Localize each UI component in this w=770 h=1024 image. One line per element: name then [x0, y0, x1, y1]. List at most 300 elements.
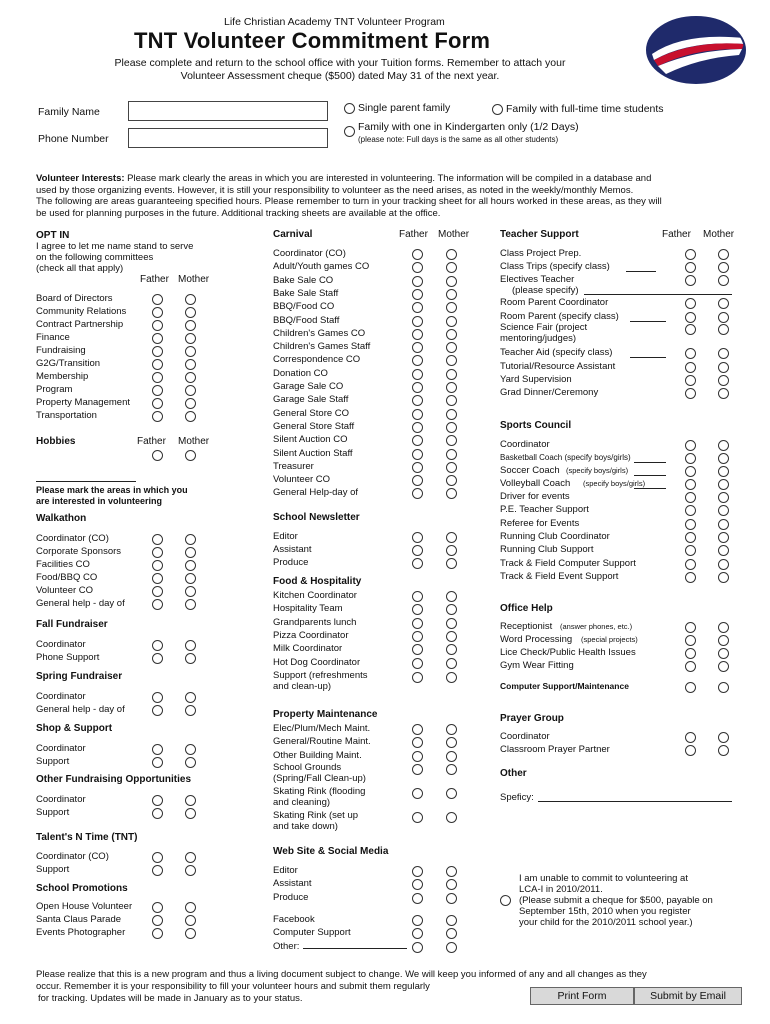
food-2-mother-radio[interactable]	[446, 618, 457, 629]
carnival-item: Silent Auction CO	[273, 434, 348, 446]
sports-4-father-radio[interactable]	[685, 545, 696, 556]
newsletter-0-mother-radio[interactable]	[446, 532, 457, 543]
tutorial-mother-radio[interactable]	[718, 362, 729, 373]
walkathon-3-father-radio[interactable]	[152, 573, 163, 584]
carnival-11-father-radio[interactable]	[412, 395, 423, 406]
committee-1-mother-radio[interactable]	[185, 307, 196, 318]
carnival-15-father-radio[interactable]	[412, 449, 423, 460]
web2-1-mother-radio[interactable]	[446, 928, 457, 939]
phone-label: Phone Number	[38, 133, 109, 145]
carnival-10-mother-radio[interactable]	[446, 382, 457, 393]
other-fundraising-title: Other Fundraising Opportunities	[36, 774, 191, 785]
teacher-1-mother-radio[interactable]	[718, 262, 729, 273]
family-name-field[interactable]	[128, 101, 328, 121]
carnival-0-mother-radio[interactable]	[446, 249, 457, 260]
food-4-mother-radio[interactable]	[446, 644, 457, 655]
promo-1-mother-radio[interactable]	[185, 915, 196, 926]
committee-2-father-radio[interactable]	[152, 320, 163, 331]
teacher-aid-father-radio[interactable]	[685, 348, 696, 359]
program-name: Life Christian Academy TNT Volunteer Program	[224, 16, 445, 28]
other-fund-1-mother-radio[interactable]	[185, 808, 196, 819]
carnival-18-mother-radio[interactable]	[446, 488, 457, 499]
carnival-6-mother-radio[interactable]	[446, 329, 457, 340]
interests-line-1: Please mark clearly the areas in which you are interested in volunteering. The information will be compiled in a database and	[124, 173, 652, 184]
tnt-0-mother-radio[interactable]	[185, 852, 196, 863]
committee-8-mother-radio[interactable]	[185, 398, 196, 409]
blank-line[interactable]	[634, 488, 666, 489]
web2-0-mother-radio[interactable]	[446, 915, 457, 926]
science-fair-father-radio[interactable]	[685, 324, 696, 335]
sports-2-father-radio[interactable]	[685, 519, 696, 530]
skating-setup-mother-radio[interactable]	[446, 812, 457, 823]
tnt-1-mother-radio[interactable]	[185, 865, 196, 876]
hobbies-mother-radio[interactable]	[185, 450, 196, 461]
teacher-0-father-radio[interactable]	[685, 249, 696, 260]
fall-fundraiser-title: Fall Fundraiser	[36, 619, 108, 630]
tnt-title: Talent's N Time (TNT)	[36, 832, 138, 843]
food-support-mother-radio[interactable]	[446, 672, 457, 683]
shop-1-father-radio[interactable]	[152, 757, 163, 768]
sports-item: Referee for Events	[500, 517, 580, 529]
fall-item: Phone Support	[36, 652, 100, 663]
receptionist-father-radio[interactable]	[685, 622, 696, 633]
grad-father-radio[interactable]	[685, 388, 696, 399]
print-form-button[interactable]: Print Form	[530, 987, 634, 1005]
food-item: Pizza Coordinator	[273, 629, 349, 641]
single-parent-radio[interactable]	[344, 103, 355, 114]
committee-3-mother-radio[interactable]	[185, 333, 196, 344]
carnival-13-father-radio[interactable]	[412, 422, 423, 433]
web2-0-father-radio[interactable]	[412, 915, 423, 926]
carnival-2-father-radio[interactable]	[412, 276, 423, 287]
newsletter-1-father-radio[interactable]	[412, 545, 423, 556]
word-processing-note: (special projects)	[581, 635, 638, 644]
walkathon-3-mother-radio[interactable]	[185, 573, 196, 584]
walkathon-1-mother-radio[interactable]	[185, 547, 196, 558]
receptionist-mother-radio[interactable]	[718, 622, 729, 633]
food-0-father-radio[interactable]	[412, 591, 423, 602]
committee-2-mother-radio[interactable]	[185, 320, 196, 331]
skating-setup-father-radio[interactable]	[412, 812, 423, 823]
shop-support-title: Shop & Support	[36, 723, 113, 734]
teacher-1-father-radio[interactable]	[685, 262, 696, 273]
soccer-father-radio[interactable]	[685, 466, 696, 477]
sports-1-mother-radio[interactable]	[718, 505, 729, 516]
fall-0-mother-radio[interactable]	[185, 640, 196, 651]
spring-fundraiser-title: Spring Fundraiser	[36, 671, 123, 682]
carnival-0-father-radio[interactable]	[412, 249, 423, 260]
skating-item: and cleaning)	[273, 797, 331, 808]
unable-commit-text: your child for the 2010/2011 school year.)	[519, 917, 693, 928]
newsletter-2-father-radio[interactable]	[412, 558, 423, 569]
food-support-item: and clean-up)	[273, 681, 332, 692]
interests-line-4: be used for planning purposes in the future. Additional tracking sheets are available at the office.	[36, 207, 441, 219]
carnival-item: Treasurer	[273, 460, 314, 472]
prayer-1-father-radio[interactable]	[685, 745, 696, 756]
blank-line[interactable]	[630, 357, 666, 358]
volleyball-father-radio[interactable]	[685, 479, 696, 490]
unable-commit-text: (Please submit a cheque for $500, payable on	[519, 895, 713, 906]
food-0-mother-radio[interactable]	[446, 591, 457, 602]
phone-field[interactable]	[128, 128, 328, 148]
food-1-mother-radio[interactable]	[446, 604, 457, 615]
property-1-mother-radio[interactable]	[446, 737, 457, 748]
committee-0-father-radio[interactable]	[152, 294, 163, 305]
carnival-18-father-radio[interactable]	[412, 488, 423, 499]
committee-item: Transportation	[36, 410, 97, 421]
skating-item: Skating Rink (set up	[273, 810, 359, 821]
property-item: Other Building Maint.	[273, 749, 362, 761]
newsletter-2-mother-radio[interactable]	[446, 558, 457, 569]
hobbies-note: Please mark the areas in which you	[36, 485, 188, 495]
newsletter-1-mother-radio[interactable]	[446, 545, 457, 556]
web-item: Produce	[273, 891, 309, 903]
sports-0-mother-radio[interactable]	[718, 492, 729, 503]
committee-6-mother-radio[interactable]	[185, 372, 196, 383]
carnival-item: BBQ/Food Staff	[273, 314, 340, 326]
carnival-10-father-radio[interactable]	[412, 382, 423, 393]
teacher-aid-mother-radio[interactable]	[718, 348, 729, 359]
sports-item: Coordinator	[500, 439, 550, 450]
carnival-item: Coordinator (CO)	[273, 248, 346, 259]
sports-5-father-radio[interactable]	[685, 559, 696, 570]
carnival-1-mother-radio[interactable]	[446, 262, 457, 273]
shop-0-father-radio[interactable]	[152, 744, 163, 755]
walkathon-item: General help - day of	[36, 598, 125, 609]
walkathon-4-father-radio[interactable]	[152, 586, 163, 597]
promo-1-father-radio[interactable]	[152, 915, 163, 926]
unable-commit-text: I am unable to commit to volunteering at	[519, 873, 688, 884]
prayer-group-title: Prayer Group	[500, 713, 564, 724]
food-1-father-radio[interactable]	[412, 604, 423, 615]
carnival-1-father-radio[interactable]	[412, 262, 423, 273]
carnival-item: General Help-day of	[273, 487, 359, 499]
teacher2-0-father-radio[interactable]	[685, 298, 696, 309]
web-2-father-radio[interactable]	[412, 893, 423, 904]
grounds-father-radio[interactable]	[412, 764, 423, 775]
tutorial-father-radio[interactable]	[685, 362, 696, 373]
web-1-mother-radio[interactable]	[446, 879, 457, 890]
prayer-0-father-radio[interactable]	[685, 732, 696, 743]
word-processing-father-radio[interactable]	[685, 635, 696, 646]
committee-6-father-radio[interactable]	[152, 372, 163, 383]
teacher-item: Class Trips (specify class)	[500, 261, 610, 272]
teacher-item: Electives Teacher	[500, 274, 575, 285]
intro-line-1: Please complete and return to the school office with your Tuition forms. Remember to attach your	[114, 57, 566, 69]
property-0-father-radio[interactable]	[412, 724, 423, 735]
sports-6-father-radio[interactable]	[685, 572, 696, 583]
sports-1-father-radio[interactable]	[685, 505, 696, 516]
blank-line[interactable]	[634, 475, 666, 476]
carnival-17-mother-radio[interactable]	[446, 475, 457, 486]
grounds-item: School Grounds	[273, 762, 342, 773]
unable-commit-text: LCA-I in 2010/2011.	[519, 884, 603, 895]
spring-0-father-radio[interactable]	[152, 692, 163, 703]
newsletter-0-father-radio[interactable]	[412, 532, 423, 543]
optin-desc: I agree to let me name stand to serve	[36, 241, 194, 252]
teacher-0-mother-radio[interactable]	[718, 249, 729, 260]
electives-blank[interactable]	[584, 294, 732, 295]
promo-0-mother-radio[interactable]	[185, 902, 196, 913]
tnt-item: Coordinator (CO)	[36, 851, 109, 862]
lice-mother-radio[interactable]	[718, 648, 729, 659]
teacher-2-father-radio[interactable]	[685, 275, 696, 286]
mother-header: Mother	[438, 229, 470, 240]
skating-flood-mother-radio[interactable]	[446, 788, 457, 799]
committee-3-father-radio[interactable]	[152, 333, 163, 344]
hobbies-father-radio[interactable]	[152, 450, 163, 461]
committee-9-father-radio[interactable]	[152, 411, 163, 422]
receptionist-item: Receptionist	[500, 621, 553, 632]
committee-1-father-radio[interactable]	[152, 307, 163, 318]
committee-9-mother-radio[interactable]	[185, 411, 196, 422]
skating-flood-father-radio[interactable]	[412, 788, 423, 799]
web2-2-mother-radio[interactable]	[446, 942, 457, 953]
teacher2-1-mother-radio[interactable]	[718, 312, 729, 323]
food-3-mother-radio[interactable]	[446, 631, 457, 642]
teacher-item: Room Parent Coordinator	[500, 297, 609, 308]
other-title: Other	[500, 768, 527, 779]
fall-1-father-radio[interactable]	[152, 653, 163, 664]
committee-4-father-radio[interactable]	[152, 346, 163, 357]
promo-2-mother-radio[interactable]	[185, 928, 196, 939]
specify-label: Speficy:	[500, 792, 534, 803]
carnival-3-father-radio[interactable]	[412, 289, 423, 300]
web-1-father-radio[interactable]	[412, 879, 423, 890]
tnt-1-father-radio[interactable]	[152, 865, 163, 876]
grad-mother-radio[interactable]	[718, 388, 729, 399]
walkathon-2-mother-radio[interactable]	[185, 560, 196, 571]
teacher2-1-father-radio[interactable]	[685, 312, 696, 323]
hobbies-title: Hobbies	[36, 436, 76, 447]
other-fund-0-mother-radio[interactable]	[185, 795, 196, 806]
food-item: Grandparents lunch	[273, 616, 357, 628]
sports-6-mother-radio[interactable]	[718, 572, 729, 583]
food-5-mother-radio[interactable]	[446, 658, 457, 669]
carnival-6-father-radio[interactable]	[412, 329, 423, 340]
carnival-item: Correspondence CO	[273, 354, 361, 366]
committee-5-father-radio[interactable]	[152, 359, 163, 370]
promo-item: Open House Volunteer	[36, 901, 133, 912]
walkathon-item: Corporate Sponsors	[36, 546, 122, 557]
food-item: Kitchen Coordinator	[273, 590, 357, 601]
walkathon-5-mother-radio[interactable]	[185, 599, 196, 610]
property-2-mother-radio[interactable]	[446, 751, 457, 762]
sports-5-mother-radio[interactable]	[718, 559, 729, 570]
carnival-item: Garage Sale CO	[273, 381, 344, 392]
walkathon-1-father-radio[interactable]	[152, 547, 163, 558]
computer-maint-father-radio[interactable]	[685, 682, 696, 693]
property-1-father-radio[interactable]	[412, 737, 423, 748]
blank-line[interactable]	[634, 462, 666, 463]
committee-item: G2G/Transition	[36, 358, 101, 369]
carnival-3-mother-radio[interactable]	[446, 289, 457, 300]
soccer-specify: (specify boys/girls)	[566, 466, 629, 475]
committee-5-mother-radio[interactable]	[185, 359, 196, 370]
food-item: Milk Coordinator	[273, 643, 343, 655]
blank-line[interactable]	[626, 271, 656, 272]
family-name-label: Family Name	[38, 106, 100, 118]
sports-4-mother-radio[interactable]	[718, 545, 729, 556]
committee-item: Program	[36, 384, 73, 395]
web-0-mother-radio[interactable]	[446, 866, 457, 877]
web-other-blank[interactable]	[303, 948, 407, 949]
yard-father-radio[interactable]	[685, 375, 696, 386]
computer-maint-mother-radio[interactable]	[718, 682, 729, 693]
carnival-4-father-radio[interactable]	[412, 302, 423, 313]
carnival-item: Bake Sale CO	[273, 274, 334, 286]
carnival-14-father-radio[interactable]	[412, 435, 423, 446]
teacher2-0-mother-radio[interactable]	[718, 298, 729, 309]
sports-coord-mother-radio[interactable]	[718, 440, 729, 451]
carnival-9-father-radio[interactable]	[412, 369, 423, 380]
web2-1-father-radio[interactable]	[412, 928, 423, 939]
committee-7-father-radio[interactable]	[152, 385, 163, 396]
sports-2-mother-radio[interactable]	[718, 519, 729, 530]
walkathon-2-father-radio[interactable]	[152, 560, 163, 571]
fall-1-mother-radio[interactable]	[185, 653, 196, 664]
walkathon-0-father-radio[interactable]	[152, 534, 163, 545]
carnival-5-father-radio[interactable]	[412, 316, 423, 327]
sports-3-father-radio[interactable]	[685, 532, 696, 543]
spring-1-father-radio[interactable]	[152, 705, 163, 716]
prayer-0-mother-radio[interactable]	[718, 732, 729, 743]
basketball-mother-radio[interactable]	[718, 453, 729, 464]
spring-0-mother-radio[interactable]	[185, 692, 196, 703]
kindergarten-radio[interactable]	[344, 126, 355, 137]
volleyball-item: Volleyball Coach	[500, 478, 571, 489]
carnival-5-mother-radio[interactable]	[446, 316, 457, 327]
property-2-father-radio[interactable]	[412, 751, 423, 762]
committee-item: Board of Directors	[36, 293, 113, 304]
property-0-mother-radio[interactable]	[446, 724, 457, 735]
food-3-father-radio[interactable]	[412, 631, 423, 642]
prayer-item: Classroom Prayer Partner	[500, 744, 610, 755]
food-5-father-radio[interactable]	[412, 658, 423, 669]
carnival-4-mother-radio[interactable]	[446, 302, 457, 313]
gym-mother-radio[interactable]	[718, 661, 729, 672]
committee-4-mother-radio[interactable]	[185, 346, 196, 357]
carnival-8-father-radio[interactable]	[412, 355, 423, 366]
mother-header: Mother	[178, 436, 210, 447]
carnival-7-mother-radio[interactable]	[446, 342, 457, 353]
shop-1-mother-radio[interactable]	[185, 757, 196, 768]
web-item: Editor	[273, 865, 298, 876]
shop-0-mother-radio[interactable]	[185, 744, 196, 755]
submit-email-button[interactable]: Submit by Email	[634, 987, 742, 1005]
walkathon-4-mother-radio[interactable]	[185, 586, 196, 597]
grounds-mother-radio[interactable]	[446, 764, 457, 775]
skating-item: Skating Rink (flooding	[273, 786, 366, 797]
walkathon-item: Coordinator (CO)	[36, 533, 109, 544]
newsletter-title: School Newsletter	[273, 512, 360, 523]
footer-line-3: for tracking. Updates will be made in January as to your status.	[38, 993, 303, 1004]
carnival-14-mother-radio[interactable]	[446, 435, 457, 446]
unable-commit-radio[interactable]	[500, 895, 511, 906]
intro-text	[60, 57, 620, 83]
school-crest-logo	[644, 14, 748, 86]
yard-mother-radio[interactable]	[718, 375, 729, 386]
fall-0-father-radio[interactable]	[152, 640, 163, 651]
walkathon-item: Food/BBQ CO	[36, 572, 98, 583]
carnival-16-father-radio[interactable]	[412, 462, 423, 473]
word-processing-item: Word Processing	[500, 634, 573, 645]
food-support-item: Support (refreshments	[273, 670, 368, 681]
fulltime-radio[interactable]	[492, 104, 503, 115]
web2-2-father-radio[interactable]	[412, 942, 423, 953]
science-fair-mother-radio[interactable]	[718, 324, 729, 335]
carnival-9-mother-radio[interactable]	[446, 369, 457, 380]
sports-item: P.E. Teacher Support	[500, 504, 589, 516]
carnival-13-mother-radio[interactable]	[446, 422, 457, 433]
specify-field[interactable]	[538, 801, 732, 802]
teacher-2-mother-radio[interactable]	[718, 275, 729, 286]
committee-0-mother-radio[interactable]	[185, 294, 196, 305]
hobbies-blank-line[interactable]	[36, 481, 136, 482]
carnival-7-father-radio[interactable]	[412, 342, 423, 353]
gym-father-radio[interactable]	[685, 661, 696, 672]
carnival-item: BBQ/Food CO	[273, 301, 335, 313]
carnival-15-mother-radio[interactable]	[446, 449, 457, 460]
blank-line[interactable]	[630, 321, 666, 322]
walkathon-0-mother-radio[interactable]	[185, 534, 196, 545]
carnival-8-mother-radio[interactable]	[446, 355, 457, 366]
carnival-17-father-radio[interactable]	[412, 475, 423, 486]
sports-item: Running Club Support	[500, 544, 594, 556]
sports-item: Track & Field Event Support	[500, 570, 619, 582]
promo-2-father-radio[interactable]	[152, 928, 163, 939]
other-fund-0-father-radio[interactable]	[152, 795, 163, 806]
lice-check-item: Lice Check/Public Health Issues	[500, 647, 636, 658]
sports-0-father-radio[interactable]	[685, 492, 696, 503]
sports-3-mother-radio[interactable]	[718, 532, 729, 543]
soccer-mother-radio[interactable]	[718, 466, 729, 477]
carnival-11-mother-radio[interactable]	[446, 395, 457, 406]
food-support-father-radio[interactable]	[412, 672, 423, 683]
committee-7-mother-radio[interactable]	[185, 385, 196, 396]
optin-desc: on the following committees	[36, 252, 154, 263]
other-fund-1-father-radio[interactable]	[152, 808, 163, 819]
committee-item: Contract Partnership	[36, 319, 124, 330]
unable-commit-text: September 15th, 2010 when you register	[519, 906, 691, 917]
carnival-12-father-radio[interactable]	[412, 409, 423, 420]
spring-1-mother-radio[interactable]	[185, 705, 196, 716]
food-4-father-radio[interactable]	[412, 644, 423, 655]
footer-line-2: occur. Remember it is your responsibility to fill your volunteer hours and submit them regularly	[36, 981, 430, 992]
prayer-1-mother-radio[interactable]	[718, 745, 729, 756]
walkathon-5-father-radio[interactable]	[152, 599, 163, 610]
committee-8-father-radio[interactable]	[152, 398, 163, 409]
volleyball-mother-radio[interactable]	[718, 479, 729, 490]
skating-item: and take down)	[273, 821, 338, 832]
word-processing-mother-radio[interactable]	[718, 635, 729, 646]
web-2-mother-radio[interactable]	[446, 893, 457, 904]
science-fair-item: mentoring/judges)	[500, 333, 577, 344]
intro-line-2: Volunteer Assessment cheque ($500) dated May 31 of the next year.	[180, 70, 500, 82]
committee-item: Fundraising	[36, 345, 86, 356]
tnt-item: Support	[36, 864, 70, 875]
sports-coord-father-radio[interactable]	[685, 440, 696, 451]
basketball-father-radio[interactable]	[685, 453, 696, 464]
tnt-0-father-radio[interactable]	[152, 852, 163, 863]
carnival-2-mother-radio[interactable]	[446, 276, 457, 287]
food-2-father-radio[interactable]	[412, 618, 423, 629]
lice-father-radio[interactable]	[685, 648, 696, 659]
carnival-12-mother-radio[interactable]	[446, 409, 457, 420]
carnival-16-mother-radio[interactable]	[446, 462, 457, 473]
web-0-father-radio[interactable]	[412, 866, 423, 877]
promo-0-father-radio[interactable]	[152, 902, 163, 913]
